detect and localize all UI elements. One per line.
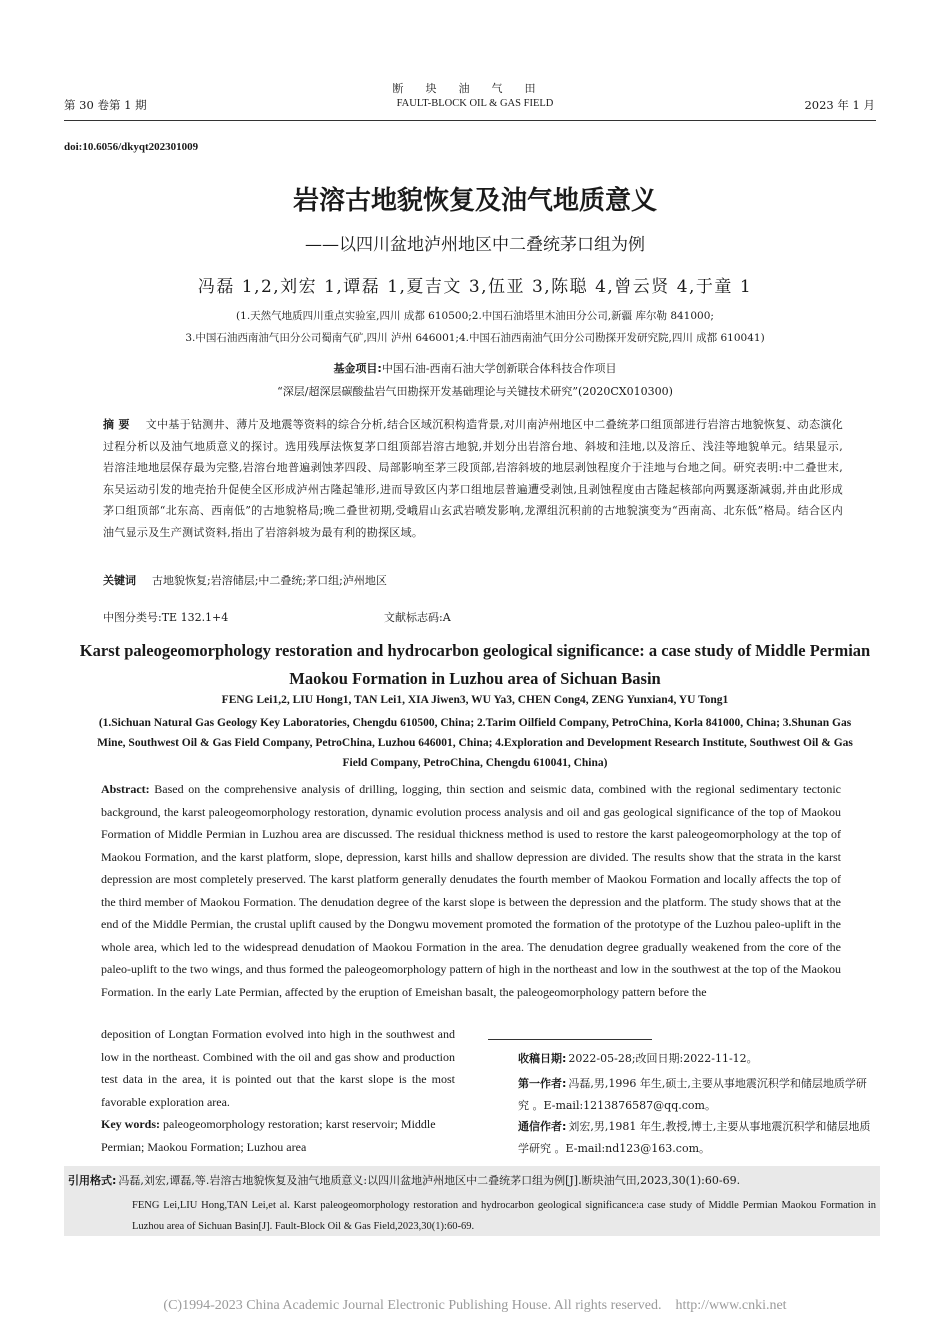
copyright-watermark: (C)1994-2023 China Academic Journal Electronic Publishing House. All rights reserved. http://www.cnki.net [163, 1298, 787, 1313]
funding-project: 中国石油-西南石油大学创新联合体科技合作项目 [381, 362, 617, 375]
document-code: 文献标志码:A [384, 611, 451, 624]
citation-cn-text: 冯磊,刘宏,谭磊,等.岩溶古地貌恢复及油气地质意义:以四川盆地泸州地区中二叠统茅口组为例[J].断块油气田,2023,30(1):60-69. [118, 1174, 741, 1187]
citation-cn [68, 1170, 876, 1191]
journal-name-cn: 断块油气田 [392, 82, 558, 95]
footnote-divider [488, 1039, 652, 1040]
funding-line-1 [0, 360, 950, 376]
authors-en: FENG Lei1,2, LIU Hong1, TAN Lei1, XIA Jiwen3, WU Ya3, CHEN Cong4, ZENG Yunxian4, YU Tong1 [221, 694, 729, 706]
abstract-en-label: Abstract: [101, 782, 150, 796]
received-dates: 2022-05-28;改回日期:2022-11-12。 [568, 1052, 758, 1065]
affiliations-en: (1.Sichuan Natural Gas Geology Key Laboratories, Chengdu 610500, China; 2.Tarim Oilfield Company, PetroChina, Korla 841000, China; 3.Shunan Gas Mine, Southwest Oil & Gas Field Company, PetroChina, Luzhou 646001, China; 4.Exploration and Development Research Institute, Southwest Oil & Gas Field Company, PetroChina, Chengdu 610041, China) [97, 717, 853, 769]
footnote-received [518, 1048, 874, 1070]
paper-title: 岩溶古地貌恢复及油气地质意义 [292, 186, 657, 216]
keywords-cn-label: 关键词 [103, 574, 136, 587]
received-label: 收稿日期: [518, 1052, 567, 1065]
corresponding-author-info: 刘宏,男,1981 年生,教授,博士,主要从事地震沉积学和储层地质学研究 。E-mail:nd123@163.com。 [518, 1120, 871, 1155]
funding-line-2: “深层/超深层碳酸盐岩气田勘探开发基础理论与关键技术研究”(2020CX010300) [277, 385, 673, 398]
citation-en: FENG Lei,LIU Hong,TAN Lei,et al. Karst paleogeomorphology restoration and hydrocarbon geological significance:a case study of Middle Permian Maokou Formation in Luzhou area of Sichuan Basin[J]. Fault-Block Oil & Gas Field,2023,30(1):60-69. [132, 1200, 876, 1232]
doi: doi:10.6056/dkyqt202301009 [64, 141, 199, 153]
citation-label: 引用格式: [68, 1174, 117, 1187]
abstract-en-text: Based on the comprehensive analysis of drilling, logging, thin section and seismic data, combined with the regional sedimentary tectonic background, the karst paleogeomorphology restoration, dynamic evolution process analysis and oil and gas geological significance of the top of Maokou Formation of Middle Permian in Luzhou area are discussed. The residual thickness method is used to restore the karst paleogeomorphology at the top of Maokou Formation, and the karst platform, slope, depression, karst hills and shallow depression are divided. The results show that the strata in the karst depression are most completely preserved. The karst platform generally denudates the fourth member of Maokou Formation and locally affects the top of the third member of Maokou Formation. The denudation degree of the karst slope is between the depression and the platform. The study shows that at the end of the Middle Permian, the crustal uplift caused by the Dongwu movement promoted the formation of the prototype of the Luzhou paleo-uplift in the whole area, which led to the widespread denudation of Maokou Formation in the area. The denudation degree gradually weakened from the core of the paleo-uplift to the two wings, and thus formed the paleogeomorphology pattern of high in the northeast and low in the southwest at the top of the Maokou Formation. In the early Late Permian, affected by the eruption of Emeishan basalt, the paleogeomorphology pattern before the [101, 782, 841, 999]
keywords-en-text: paleogeomorphology restoration; karst reservoir; Middle Permian; Maokou Formation; Luzhou area [101, 1117, 436, 1154]
header-divider [64, 120, 876, 121]
footnote-first-author [518, 1073, 874, 1116]
corresponding-author-label: 通信作者: [518, 1120, 567, 1133]
issue-date: 2023 年 1 月 [804, 98, 875, 112]
authors-cn: 冯磊 1,2,刘宏 1,谭磊 1,夏吉文 3,伍亚 3,陈聪 4,曾云贤 4,于童 1 [197, 277, 753, 297]
affiliation-line-1: (1.天然气地质四川重点实验室,四川 成都 610500;2.中国石油塔里木油田分公司,新疆 库尔勒 841000; [236, 310, 714, 322]
paper-subtitle: ——以四川盆地泸州地区中二叠统茅口组为例 [305, 235, 645, 255]
journal-name-en: FAULT-BLOCK OIL & GAS FIELD [396, 98, 554, 109]
abstract-cn-text: 文中基于钻测井、薄片及地震等资料的综合分析,结合区域沉积构造背景,对川南泸州地区中二叠统茅口组顶部进行岩溶古地貌恢复、动态演化过程分析以及油气地质意义的探讨。选用残厚法恢复茅口组顶部岩溶古地貌,并划分出岩溶台地、斜坡和洼地,以及溶丘、浅洼等地貌单元。结果显示,岩溶洼地地层保存最为完整,岩溶台地普遍剥蚀茅四段、局部影响至茅三段顶部,岩溶斜坡的地层剥蚀程度介于洼地与台地之间。研究表明:中二叠世末,东吴运动引发的地壳抬升促使全区形成泸州古隆起雏形,进而导致区内茅口组地层普遍遭受剥蚀,且剥蚀程度由古隆起核部向两翼逐渐减弱,并由此形成茅口组顶部“北东高、西南低”的古地貌格局;晚二叠世初期,受峨眉山玄武岩喷发影响,龙潭组沉积前的古地貌演变为“西南高、北东低”格局。结合区内油气显示及生产测试资料,指出了岩溶斜坡为最有利的勘探区域。 [103, 418, 843, 539]
abstract-en-continued: deposition of Longtan Formation evolved into high in the southwest and low in the northeast. Combined with the oil and gas show and production test data in the area, it is pointed out that the karst slope is the most favorable exploration area. [101, 1027, 455, 1109]
clc-number: 中图分类号:TE 132.1+4 [103, 611, 229, 624]
funding-label: 基金项目: [333, 362, 382, 375]
keywords-cn [103, 572, 387, 588]
volume-issue: 第 30 卷第 1 期 [64, 98, 147, 112]
abstract-cn-label: 摘 要 [103, 418, 130, 431]
keywords-en [101, 1113, 455, 1158]
affiliation-line-2: 3.中国石油西南油气田分公司蜀南气矿,四川 泸州 646001;4.中国石油西南油气田分公司勘探开发研究院,四川 成都 610041) [185, 332, 765, 344]
paper-title-en: Karst paleogeomorphology restoration and hydrocarbon geological significance: a case study of Middle Permian Maokou Formation in Luzhou area of Sichuan Basin [79, 641, 871, 688]
footnote-corresponding-author [518, 1116, 874, 1159]
keywords-en-label: Key words: [101, 1117, 160, 1131]
abstract-en [101, 778, 841, 1003]
keywords-cn-text: 古地貌恢复;岩溶储层;中二叠统;茅口组;泸州地区 [152, 574, 387, 587]
first-author-info: 冯磊,男,1996 年生,硕士,主要从事地震沉积学和储层地质学研究 。E-mail:1213876587@qq.com。 [518, 1077, 867, 1112]
abstract-cn [103, 414, 843, 543]
first-author-label: 第一作者: [518, 1077, 567, 1090]
